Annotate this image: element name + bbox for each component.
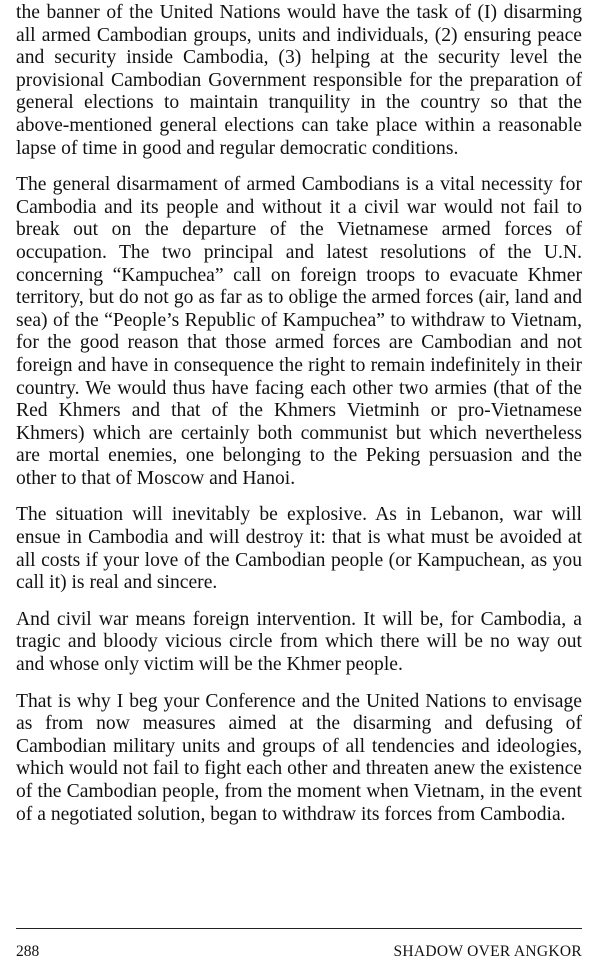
- paragraph-1: the banner of the United Nations would have the task of (I) disarming all armed Cambodian groups, units and individuals, (2) ensuring peace and security inside Cambodia, (3) helping at the security level the provisional Cambodian Government responsible for the preparation of general elections to maintain tranquility in the country so that the above-mentioned general elections can take place within a reasonable lapse of time in good and regular democratic conditions.: [16, 2, 582, 159]
- page-number: 288: [16, 943, 40, 960]
- page-body: [16, 2, 582, 840]
- paragraph-2: The general disarmament of armed Cambodians is a vital necessity for Cambodia and its people and without it a civil war would not fail to break out on the departure of the Vietnamese armed forces of occupation. The two principal and latest resolutions of the U.N. concerning “Kampuchea” call on foreign troops to evacuate Khmer territory, but do not go as far as to oblige the armed forces (air, land and sea) of the “People’s Republic of Kampuchea” to withdraw to Vietnam, for the good reason that those armed forces are Cambodian and not foreign and have in consequence the right to remain indefinitely in their country. We would thus have facing each other two armies (that of the Red Khmers and that of the Khmers Vietminh or pro-Vietnamese Khmers) which are certainly both communist but which nevertheless are mortal enemies, one belonging to the Peking persuasion and the other to that of Moscow and Hanoi.: [16, 174, 582, 489]
- paragraph-5: That is why I beg your Conference and the United Nations to envisage as from now measures aimed at the disarming and defusing of Cambodian military units and groups of all tendencies and ideologies, which would not fail to fight each other and threaten anew the existence of the Cambodian people, from the moment when Vietnam, in the event of a negotiated solution, began to withdraw its forces from Cambodia.: [16, 690, 582, 825]
- running-title: SHADOW OVER ANGKOR: [393, 943, 582, 960]
- paragraph-4: And civil war means foreign intervention. It will be, for Cambodia, a tragic and bloody vicious circle from which there will be no way out and whose only victim will be the Khmer people.: [16, 608, 582, 676]
- paragraph-3: The situation will inevitably be explosive. As in Lebanon, war will ensue in Cambodia and will destroy it: that is what must be avoided at all costs if your love of the Cambodian people (or Kampuchean, as you call it) is real and sincere.: [16, 504, 582, 594]
- page-footer: [16, 928, 582, 961]
